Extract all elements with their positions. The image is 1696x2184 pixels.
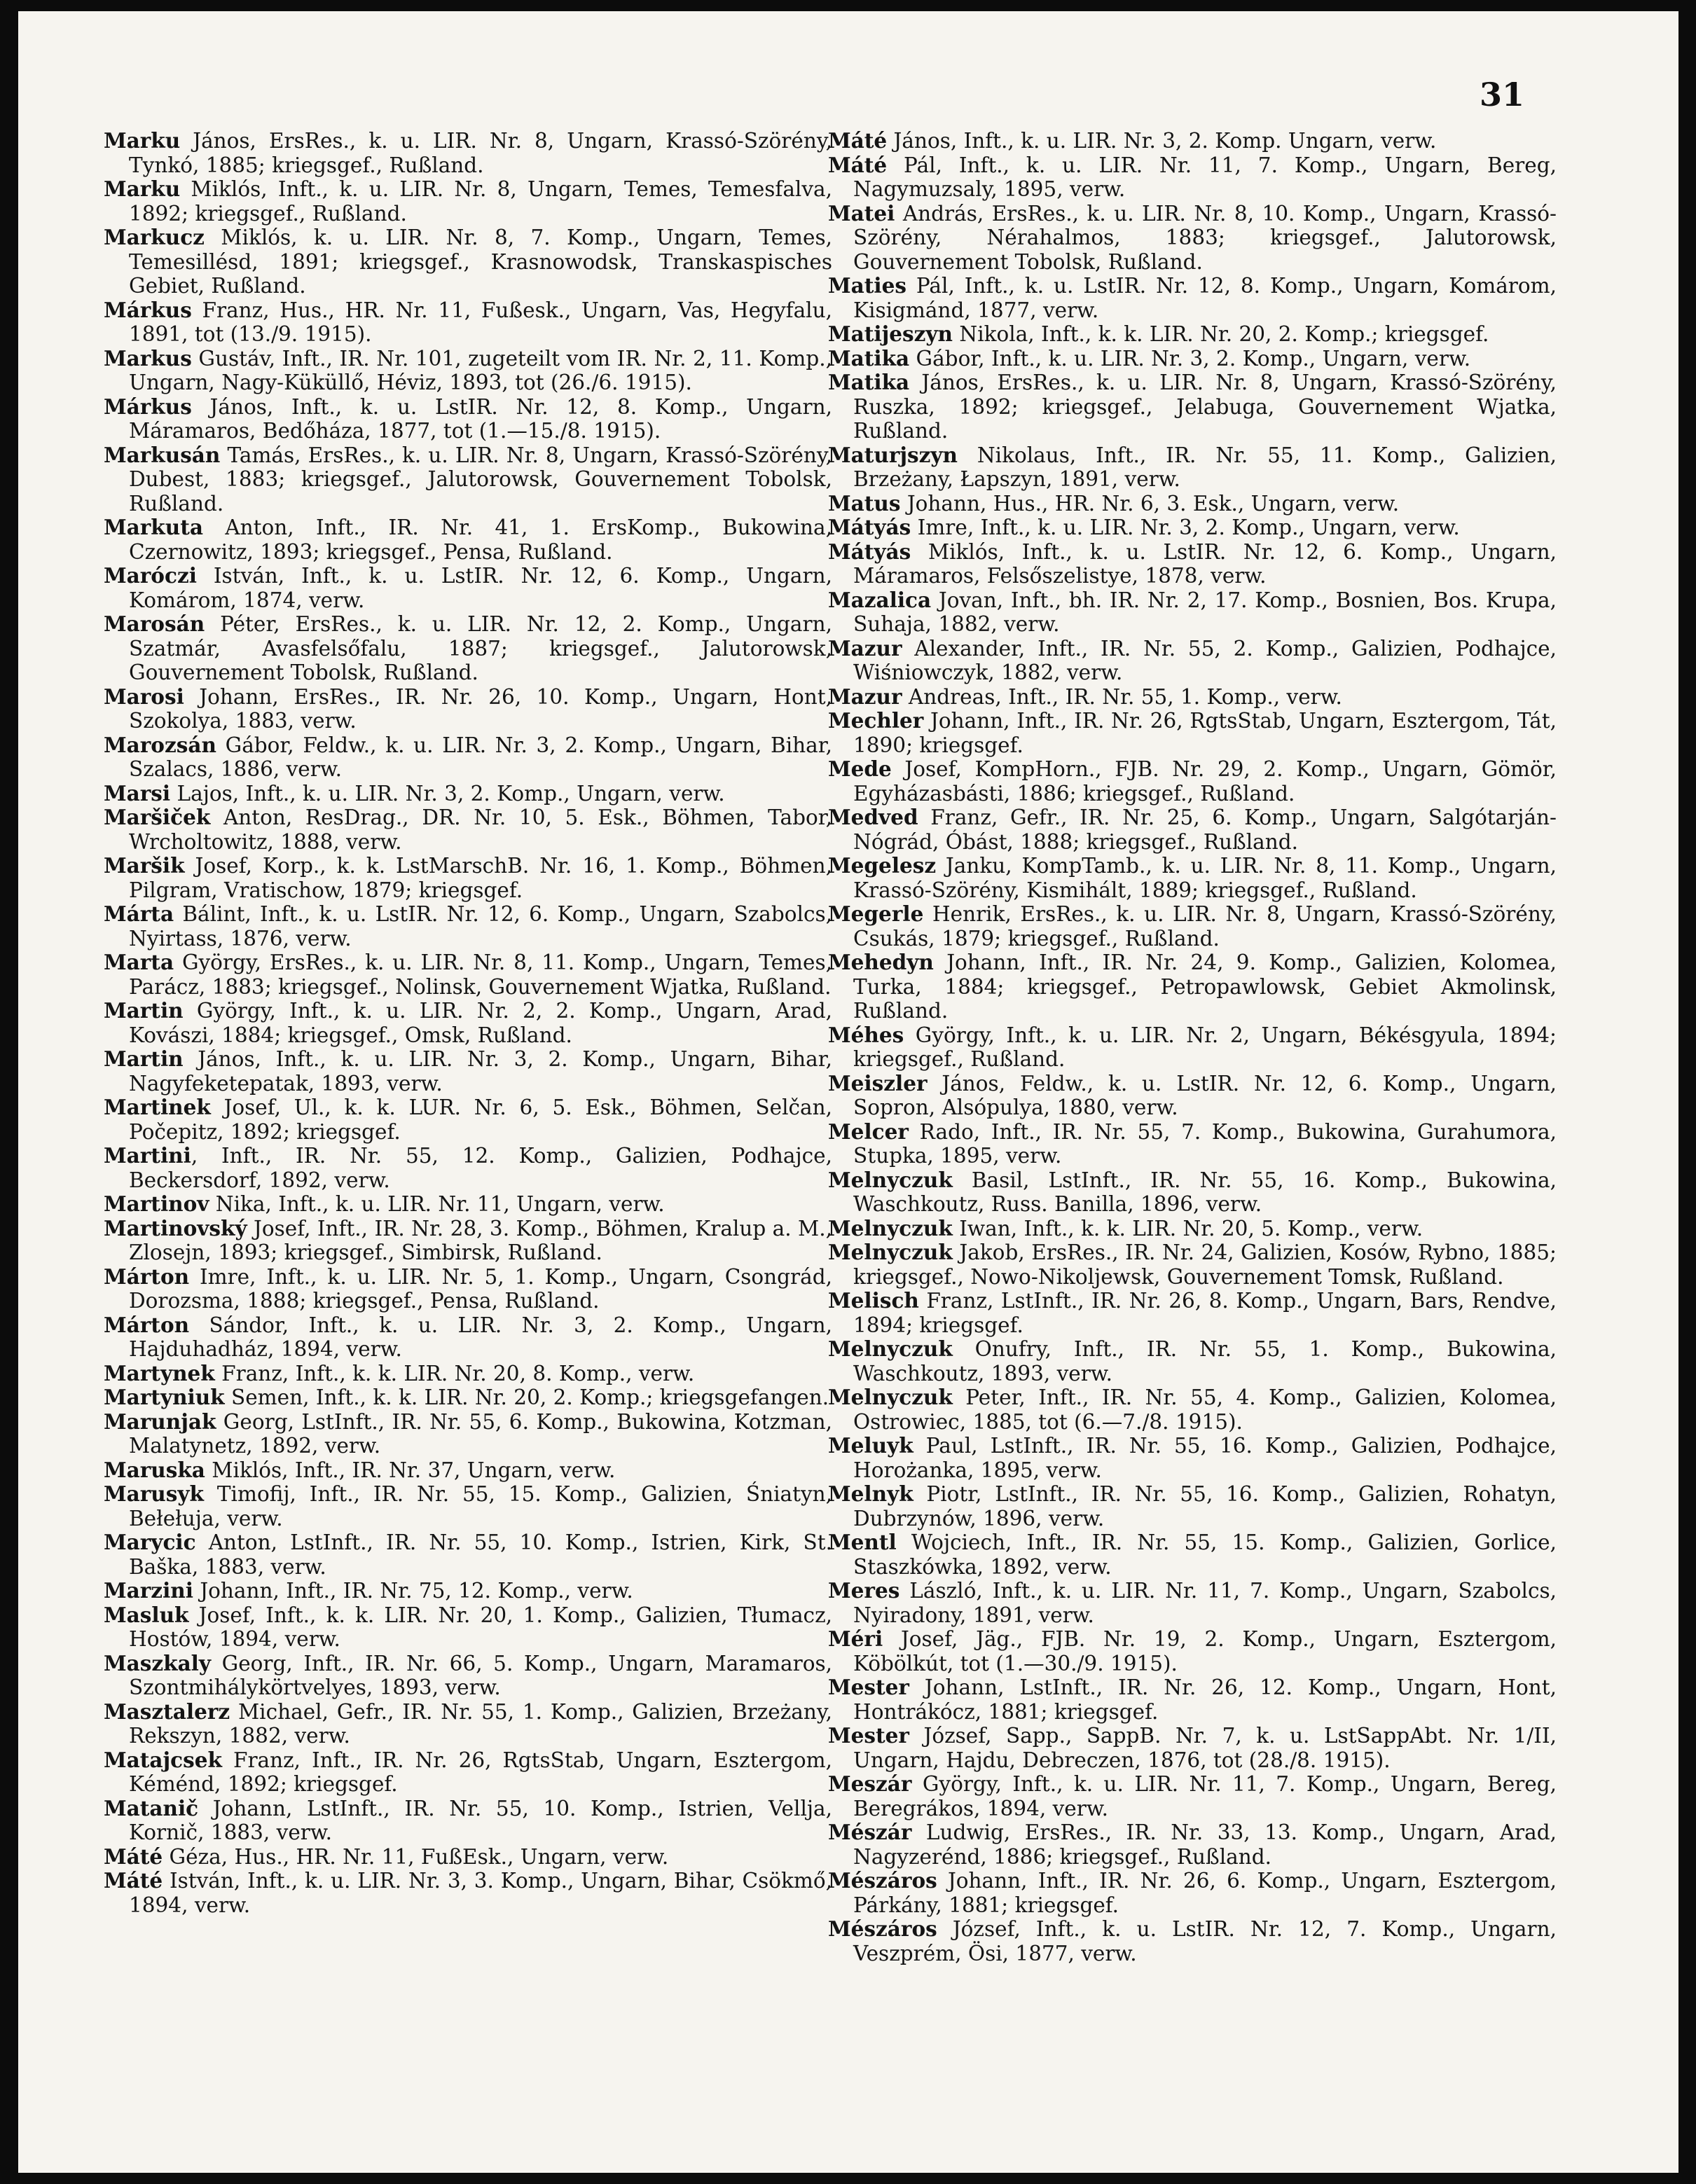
list-entry <box>828 1217 1557 1241</box>
entry-surname: Marzini <box>104 1578 193 1603</box>
entry-surname: Melnyk <box>828 1481 914 1506</box>
entry-details: János, ErsRes., k. u. LIR. Nr. 8, Ungarn, Krassó-Szörény, Tynkó, 1885; kriegsgef., Rußland. <box>129 129 832 177</box>
entry-surname: Meszár <box>828 1771 912 1796</box>
entry-surname: Melnyczuk <box>828 1167 953 1192</box>
list-entry <box>104 806 832 854</box>
entry-details: Franz, Inft., k. k. LIR. Nr. 20, 8. Komp., verw. <box>214 1361 695 1385</box>
page-number: 31 <box>1479 76 1524 113</box>
entry-surname: Márta <box>104 901 174 926</box>
list-entry <box>104 129 832 177</box>
entry-surname: Melnyczuk <box>828 1336 953 1361</box>
entry-details: Franz, Inft., IR. Nr. 26, RgtsStab, Ungarn, Esztergom, Kéménd, 1892; kriegsgef. <box>129 1748 832 1796</box>
entry-surname: Méhes <box>828 1022 904 1047</box>
entry-surname: Melnyczuk <box>828 1215 953 1240</box>
entry-details: Miklós, Inft., k. u. LIR. Nr. 8, Ungarn, Temes, Temesfalva, 1892; kriegsgef., Rußland. <box>129 177 832 226</box>
list-entry <box>828 1917 1557 1965</box>
entry-details: Nikolaus, Inft., IR. Nr. 55, 11. Komp., Galizien, Brzeżany, Łapszyn, 1891, verw. <box>853 443 1557 491</box>
entry-details: József, Inft., k. u. LstIR. Nr. 12, 7. Komp., Ungarn, Veszprém, Ösi, 1877, verw. <box>853 1917 1557 1965</box>
entry-surname: Martinek <box>104 1095 211 1119</box>
list-entry <box>104 902 832 951</box>
entry-surname: Markucz <box>104 225 205 249</box>
list-entry <box>104 516 832 564</box>
list-entry <box>828 902 1557 951</box>
entry-details: Johann, LstInft., IR. Nr. 55, 10. Komp., Istrien, Vellja, Kornič, 1883, verw. <box>129 1796 832 1844</box>
entry-details: Franz, Hus., HR. Nr. 11, Fußesk., Ungarn, Vas, Hegyfalu, 1891, tot (13./9. 1915). <box>129 298 832 346</box>
list-entry <box>104 1047 832 1096</box>
entry-surname: Matei <box>828 200 895 226</box>
list-entry <box>104 1458 832 1483</box>
list-entry <box>104 1385 832 1410</box>
entry-details: Peter, Inft., IR. Nr. 55, 4. Komp., Galizien, Kolomea, Ostrowiec, 1885, tot (6.—7./8. 1915). <box>853 1385 1557 1434</box>
entry-details: Anton, ResDrag., DR. Nr. 10, 5. Esk., Böhmen, Tabor, Wrcholtowitz, 1888, verw. <box>129 806 832 854</box>
list-entry <box>828 274 1557 322</box>
entry-surname: Meres <box>828 1578 900 1603</box>
entry-surname: Matika <box>828 345 910 371</box>
list-entry <box>104 951 832 999</box>
entry-surname: Megerle <box>828 901 924 926</box>
list-entry <box>828 1820 1557 1869</box>
list-entry <box>828 1337 1557 1385</box>
entry-details: Jakob, ErsRes., IR. Nr. 24, Galizien, Kosów, Rybno, 1885; kriegsgef., Nowo-Nikoljewsk, Gouvernement Tomsk, Rußland. <box>853 1240 1557 1289</box>
list-entry <box>104 782 832 806</box>
entry-surname: Máté <box>828 152 888 177</box>
entry-details: Georg, LstInft., IR. Nr. 55, 6. Komp., Bukowina, Kotzman, Malatynetz, 1892, verw. <box>129 1409 832 1458</box>
list-entry <box>104 1313 832 1362</box>
list-entry <box>104 347 832 395</box>
list-entry <box>104 1217 832 1265</box>
list-entry <box>104 733 832 782</box>
entry-surname: Mátyás <box>828 539 911 564</box>
entry-details: Paul, LstInft., IR. Nr. 55, 16. Komp., Galizien, Podhajce, Horożanka, 1895, verw. <box>853 1434 1557 1482</box>
entry-details: István, Inft., k. u. LstIR. Nr. 12, 6. Komp., Ungarn, Komárom, 1874, verw. <box>129 564 832 612</box>
entry-details: György, Inft., k. u. LIR. Nr. 2, Ungarn, Békésgyula, 1894; kriegsgef., Rußland. <box>853 1023 1557 1071</box>
entry-surname: Marsi <box>104 780 171 806</box>
entry-surname: Mehedyn <box>828 950 934 974</box>
entry-surname: Martini <box>104 1143 191 1168</box>
entry-surname: Maszkaly <box>104 1650 212 1675</box>
entry-details: Onufry, Inft., IR. Nr. 55, 1. Komp., Bukowina, Waschkoutz, 1893, verw. <box>853 1337 1557 1385</box>
entry-surname: Mazur <box>828 635 902 661</box>
entry-details: György, Inft., k. u. LIR. Nr. 11, 7. Komp., Ungarn, Bereg, Beregrákos, 1894, verw. <box>853 1772 1557 1820</box>
list-entry <box>104 1192 832 1217</box>
entry-details: Johann, Hus., HR. Nr. 6, 3. Esk., Ungarn, verw. <box>900 491 1400 516</box>
list-entry <box>104 1700 832 1748</box>
entry-details: György, Inft., k. u. LIR. Nr. 2, 2. Komp., Ungarn, Arad, Kovászi, 1884; kriegsgef., Omsk, Rußland. <box>129 999 832 1047</box>
entry-details: Rado, Inft., IR. Nr. 55, 7. Komp., Bukowina, Gurahumora, Stupka, 1895, verw. <box>853 1119 1557 1168</box>
entry-surname: Mester <box>828 1675 909 1699</box>
entry-details: Franz, Gefr., IR. Nr. 25, 6. Komp., Ungarn, Salgótarján-Nógrád, Óbást, 1888; kriegsgef., Rußland. <box>853 806 1557 854</box>
entry-surname: Máté <box>828 128 888 153</box>
list-entry <box>828 129 1557 153</box>
list-entry <box>828 951 1557 1023</box>
entry-surname: Marusyk <box>104 1481 204 1506</box>
entry-details: Josef, Ul., k. k. LUR. Nr. 6, 5. Esk., Böhmen, Selčan, Počepitz, 1892; kriegsgef. <box>129 1096 832 1144</box>
entry-surname: Marosán <box>104 611 205 636</box>
entry-details: István, Inft., k. u. LIR. Nr. 3, 3. Komp., Ungarn, Bihar, Csökmő, 1894, verw. <box>129 1869 832 1917</box>
entry-surname: Melisch <box>828 1288 919 1313</box>
list-entry <box>828 1772 1557 1820</box>
entry-details: Imre, Inft., k. u. LIR. Nr. 5, 1. Komp., Ungarn, Csongrád, Dorozsma, 1888; kriegsgef., Pensa, Rußland. <box>129 1264 832 1313</box>
entry-surname: Megelesz <box>828 853 937 878</box>
list-entry <box>828 1120 1557 1168</box>
list-entry <box>104 612 832 685</box>
list-entry <box>828 443 1557 492</box>
entry-details: Pál, Inft., k. u. LstIR. Nr. 12, 8. Komp., Ungarn, Komárom, Kisigmánd, 1877, verw. <box>853 274 1557 322</box>
list-entry <box>828 588 1557 637</box>
entry-surname: Mészár <box>828 1820 912 1844</box>
entry-details: Iwan, Inft., k. k. LIR. Nr. 20, 5. Komp., verw. <box>952 1216 1423 1240</box>
entry-details: , Inft., IR. Nr. 55, 12. Komp., Galizien, Podhajce, Beckersdorf, 1892, verw. <box>129 1144 832 1192</box>
entry-details: Josef, Inft., IR. Nr. 28, 3. Komp., Böhmen, Kralup a. M., Zlosejn, 1893; kriegsgef., Simbirsk, Rußland. <box>129 1216 832 1264</box>
list-entry <box>104 685 832 733</box>
list-entry <box>104 1410 832 1458</box>
entry-surname: Mazur <box>828 684 902 709</box>
list-entry <box>828 1168 1557 1217</box>
entry-surname: Marku <box>104 177 181 201</box>
list-entry <box>828 1869 1557 1917</box>
entry-surname: Medved <box>828 805 918 829</box>
entry-details: Gábor, Inft., k. u. LIR. Nr. 3, 2. Komp., Ungarn, verw. <box>909 346 1471 371</box>
entry-surname: Matijeszyn <box>828 322 953 346</box>
entry-surname: Matus <box>828 490 901 516</box>
list-entry <box>104 1530 832 1579</box>
entry-details: Jovan, Inft., bh. IR. Nr. 2, 17. Komp., Bosnien, Bos. Krupa, Suhaja, 1882, verw. <box>853 588 1557 636</box>
entry-details: Miklós, Inft., IR. Nr. 37, Ungarn, verw. <box>205 1458 616 1482</box>
list-entry <box>104 1652 832 1700</box>
list-entry <box>828 202 1557 275</box>
list-entry <box>828 806 1557 854</box>
entry-surname: Matika <box>828 370 910 394</box>
entry-details: Franz, LstInft., IR. Nr. 26, 8. Komp., Ungarn, Bars, Rendve, 1894; kriegsgef. <box>853 1289 1557 1337</box>
list-entry <box>104 1845 832 1869</box>
list-entry <box>104 1797 832 1845</box>
list-entry <box>828 1530 1557 1579</box>
entry-details: János, ErsRes., k. u. LIR. Nr. 8, Ungarn, Krassó-Szörény, Ruszka, 1892; kriegsgef., Jelabuga, Gouvernement Wjatka, Rußland. <box>853 371 1557 443</box>
entry-details: Wojciech, Inft., IR. Nr. 55, 15. Komp., Galizien, Gorlice, Staszkówka, 1892, verw. <box>853 1530 1557 1579</box>
list-entry <box>828 637 1557 685</box>
entry-details: Henrik, ErsRes., k. u. LIR. Nr. 8, Ungarn, Krassó-Szörény, Csukás, 1879; kriegsgef., Rußland. <box>853 902 1557 951</box>
list-entry <box>828 1434 1557 1482</box>
entry-details: Josef, Inft., k. k. LIR. Nr. 20, 1. Komp., Galizien, Tłumacz, Hostów, 1894, verw. <box>129 1603 832 1651</box>
entry-surname: Máté <box>104 1868 163 1893</box>
entry-surname: Melnyczuk <box>828 1240 953 1264</box>
entry-details: Miklós, k. u. LIR. Nr. 8, 7. Komp., Ungarn, Temes, Temesillésd, 1891; kriegsgef., Krasnowodsk, Transkaspisches Gebiet, Rußland. <box>129 226 832 298</box>
entry-surname: Martin <box>104 998 184 1023</box>
entry-details: János, Inft., k. u. LIR. Nr. 3, 2. Komp. Ungarn, verw. <box>887 129 1437 153</box>
entry-details: Anton, LstInft., IR. Nr. 55, 10. Komp., Istrien, Kirk, St. Baška, 1883, verw. <box>129 1530 832 1579</box>
entry-details: Alexander, Inft., IR. Nr. 55, 2. Komp., Galizien, Podhajce, Wiśniowczyk, 1882, verw. <box>853 636 1557 684</box>
list-entry <box>104 1362 832 1386</box>
list-entry <box>104 1748 832 1797</box>
entry-surname: Masluk <box>104 1602 189 1627</box>
entry-details: Basil, LstInft., IR. Nr. 55, 16. Komp., Bukowina, Waschkoutz, Russ. Banilla, 1896, verw. <box>853 1168 1557 1216</box>
entry-details: Gustáv, Inft., IR. Nr. 101, zugeteilt vom IR. Nr. 2, 11. Komp., Ungarn, Nagy-Küküllő, Héviz, 1893, tot (26./6. 1915). <box>129 346 832 394</box>
list-entry <box>828 1072 1557 1120</box>
entry-surname: Meiszler <box>828 1070 928 1096</box>
entry-surname: Markusán <box>104 442 221 467</box>
entry-details: Georg, Inft., IR. Nr. 66, 5. Komp., Ungarn, Maramaros, Szontmihálykörtvelyes, 1893, verw. <box>129 1651 832 1699</box>
list-entry <box>828 757 1557 806</box>
list-entry <box>104 1144 832 1192</box>
entry-surname: Masztalerz <box>104 1699 230 1724</box>
entry-details: Janku, KompTamb., k. u. LIR. Nr. 8, 11. Komp., Ungarn, Krassó-Szörény, Kismihált, 1889; kriegsgef., Rußland. <box>853 854 1557 902</box>
entry-details: Josef, KompHorn., FJB. Nr. 29, 2. Komp., Ungarn, Gömör, Egyházasbásti, 1886; kriegsgef., Rußland. <box>853 757 1557 806</box>
entry-details: János, Inft., k. u. LstIR. Nr. 12, 8. Komp., Ungarn, Máramaros, Bedőháza, 1877, tot (1.—15./8. 1915). <box>129 394 832 443</box>
entry-surname: Mechler <box>828 708 924 733</box>
entry-surname: Márton <box>104 1264 190 1289</box>
entry-details: József, Sapp., SappB. Nr. 7, k. u. LstSappAbt. Nr. 1/II, Ungarn, Hajdu, Debreczen, 1876, tot (28./8. 1915). <box>853 1724 1557 1772</box>
list-entry <box>828 347 1557 371</box>
entry-surname: Marta <box>104 950 174 974</box>
list-entry <box>828 1482 1557 1530</box>
entry-surname: Márkus <box>104 297 192 322</box>
entry-details: László, Inft., k. u. LIR. Nr. 11, 7. Komp., Ungarn, Szabolcs, Nyiradony, 1891, verw. <box>853 1579 1557 1627</box>
list-entry <box>828 1724 1557 1772</box>
entry-surname: Mentl <box>828 1530 897 1554</box>
entry-details: Lajos, Inft., k. u. LIR. Nr. 3, 2. Komp., Ungarn, verw. <box>170 781 725 806</box>
entry-details: Johann, Inft., IR. Nr. 26, RgtsStab, Ungarn, Esztergom, Tát, 1890; kriegsgef. <box>853 709 1557 757</box>
right-column <box>828 129 1557 1965</box>
list-entry <box>828 1240 1557 1289</box>
list-entry <box>828 1289 1557 1337</box>
entry-surname: Márkus <box>104 394 192 419</box>
entry-surname: Martinovský <box>104 1215 247 1240</box>
entry-details: Bálint, Inft., k. u. LstIR. Nr. 12, 6. Komp., Ungarn, Szabolcs, Nyirtass, 1876, verw. <box>129 902 832 951</box>
list-entry <box>104 298 832 347</box>
entry-surname: Mede <box>828 756 892 781</box>
document-page <box>18 11 1678 2173</box>
list-entry <box>828 685 1557 710</box>
entry-details: András, ErsRes., k. u. LIR. Nr. 8, 10. Komp., Ungarn, Krassó-Szörény, Nérahalmos, 1883; kriegsgef., Jalutorowsk, Gouvernement Tobolsk, Rußland. <box>853 201 1557 274</box>
entry-surname: Máté <box>104 1844 163 1869</box>
entry-details: Josef, Jäg., FJB. Nr. 19, 2. Komp., Ungarn, Esztergom, Köbölkút, tot (1.—30./9. 1915). <box>853 1627 1557 1675</box>
list-entry <box>828 854 1557 902</box>
list-entry <box>828 1627 1557 1675</box>
list-entry <box>828 371 1557 443</box>
entry-surname: Maróczi <box>104 563 197 588</box>
entry-surname: Mester <box>828 1723 909 1748</box>
entry-details: Miklós, Inft., k. u. LstIR. Nr. 12, 6. Komp., Ungarn, Máramaros, Felsőszelistye, 1878, verw. <box>853 539 1557 588</box>
entry-surname: Meluyk <box>828 1433 914 1458</box>
entry-details: Imre, Inft., k. u. LIR. Nr. 3, 2. Komp., Ungarn, verw. <box>911 516 1460 539</box>
entry-details: Ludwig, ErsRes., IR. Nr. 33, 13. Komp., Ungarn, Arad, Nagyzerénd, 1886; kriegsgef., Rußland. <box>853 1820 1557 1869</box>
entry-details: Josef, Korp., k. k. LstMarschB. Nr. 16, 1. Komp., Böhmen, Pilgram, Vratischow, 1879; kriegsgef. <box>129 854 832 902</box>
entry-details: Michael, Gefr., IR. Nr. 55, 1. Komp., Galizien, Brzeżany, Rekszyn, 1882, verw. <box>129 1699 832 1748</box>
list-entry <box>104 226 832 298</box>
list-entry <box>104 443 832 516</box>
list-entry <box>104 1482 832 1530</box>
entry-surname: Marycic <box>104 1530 196 1554</box>
entry-surname: Maršik <box>104 853 185 878</box>
entry-details: Timofij, Inft., IR. Nr. 55, 15. Komp., Galizien, Śniatyn, Bełełuja, verw. <box>129 1482 832 1530</box>
entry-details: Nikola, Inft., k. k. LIR. Nr. 20, 2. Komp.; kriegsgef. <box>953 322 1489 346</box>
entry-details: György, ErsRes., k. u. LIR. Nr. 8, 11. Komp., Ungarn, Temes, Parácz, 1883; kriegsgef., Nolinsk, Gouvernement Wjatka, Rußland. <box>129 951 832 999</box>
list-entry <box>104 1603 832 1652</box>
entry-surname: Mészáros <box>828 1868 937 1893</box>
list-entry <box>828 1385 1557 1434</box>
list-entry <box>828 1023 1557 1072</box>
entry-details: Tamás, ErsRes., k. u. LIR. Nr. 8, Ungarn, Krassó-Szörény, Dubest, 1883; kriegsgef., Jalutorowsk, Gouvernement Tobolsk, Rußland. <box>129 443 832 516</box>
entry-details: Géza, Hus., HR. Nr. 11, FußEsk., Ungarn, verw. <box>163 1844 669 1869</box>
entry-details: Nika, Inft., k. u. LIR. Nr. 11, Ungarn, verw. <box>209 1192 665 1216</box>
entry-details: Péter, ErsRes., k. u. LIR. Nr. 12, 2. Komp., Ungarn, Szatmár, Avasfelsőfalu, 1887; kriegsgef., Jalutorowsk, Gouvernement Tobolsk, Rußland. <box>129 612 832 684</box>
entry-surname: Marku <box>104 128 181 153</box>
entry-surname: Mészáros <box>828 1916 937 1941</box>
entry-surname: Melnyczuk <box>828 1385 953 1409</box>
entry-surname: Marosi <box>104 684 184 709</box>
entry-surname: Martynek <box>104 1360 215 1385</box>
list-entry <box>104 395 832 443</box>
entry-details: Johann, Inft., IR. Nr. 75, 12. Komp., verw. <box>193 1579 633 1603</box>
list-entry <box>104 1579 832 1603</box>
entry-details: Pál, Inft., k. u. LIR. Nr. 11, 7. Komp., Ungarn, Bereg, Nagymuzsaly, 1895, verw. <box>853 153 1557 201</box>
list-entry <box>104 1869 832 1917</box>
list-entry <box>104 1265 832 1313</box>
list-entry <box>828 1579 1557 1627</box>
entry-surname: Martyniuk <box>104 1385 225 1409</box>
entry-details: Johann, Inft., IR. Nr. 26, 6. Komp., Ungarn, Esztergom, Párkány, 1881; kriegsgef. <box>853 1869 1557 1917</box>
entry-details: Sándor, Inft., k. u. LIR. Nr. 3, 2. Komp., Ungarn, Hajduhadház, 1894, verw. <box>129 1313 832 1361</box>
list-entry <box>828 322 1557 347</box>
list-entry <box>828 153 1557 202</box>
list-entry <box>104 564 832 612</box>
entry-details: Semen, Inft., k. k. LIR. Nr. 20, 2. Komp.; kriegsgefangen. <box>224 1385 829 1409</box>
list-entry <box>104 854 832 902</box>
entry-surname: Matajcsek <box>104 1747 222 1772</box>
list-entry <box>828 709 1557 757</box>
list-entry <box>828 516 1557 540</box>
entry-details: Johann, ErsRes., IR. Nr. 26, 10. Komp., Ungarn, Hont, Szokolya, 1883, verw. <box>129 684 832 733</box>
entry-details: Andreas, Inft., IR. Nr. 55, 1. Komp., verw. <box>902 684 1342 709</box>
entry-surname: Melcer <box>828 1119 909 1144</box>
entry-surname: Maturjszyn <box>828 442 958 467</box>
entry-details: Anton, Inft., IR. Nr. 41, 1. ErsKomp., Bukowina, Czernowitz, 1893; kriegsgef., Pensa, Rußland. <box>129 516 832 564</box>
list-entry <box>828 540 1557 588</box>
entry-surname: Maruska <box>104 1457 205 1482</box>
list-entry <box>828 1675 1557 1724</box>
entry-details: Johann, LstInft., IR. Nr. 26, 12. Komp., Ungarn, Hont, Hontrákócz, 1881; kriegsgef. <box>853 1675 1557 1724</box>
list-entry <box>104 1096 832 1144</box>
entry-surname: Markuta <box>104 515 203 539</box>
entry-surname: Méri <box>828 1626 883 1651</box>
list-entry <box>104 177 832 226</box>
entry-details: Gábor, Feldw., k. u. LIR. Nr. 3, 2. Komp., Ungarn, Bihar, Szalacs, 1886, verw. <box>129 733 832 781</box>
entry-surname: Matanič <box>104 1795 199 1820</box>
entry-surname: Markus <box>104 345 192 371</box>
entry-surname: Martin <box>104 1046 184 1071</box>
entry-surname: Marunjak <box>104 1409 216 1434</box>
entry-surname: Martinov <box>104 1191 209 1216</box>
entry-details: Piotr, LstInft., IR. Nr. 55, 16. Komp., Galizien, Rohatyn, Dubrzynów, 1896, verw. <box>853 1482 1557 1530</box>
entry-details: János, Feldw., k. u. LstIR. Nr. 12, 6. Komp., Ungarn, Sopron, Alsópulya, 1880, verw. <box>853 1071 1557 1119</box>
entry-surname: Márton <box>104 1312 190 1337</box>
list-entry <box>104 999 832 1047</box>
entry-surname: Maršiček <box>104 805 211 829</box>
entry-surname: Mazalica <box>828 587 932 612</box>
entry-surname: Maties <box>828 273 906 298</box>
entry-surname: Mátyás <box>828 515 911 539</box>
entry-details: János, Inft., k. u. LIR. Nr. 3, 2. Komp., Ungarn, Bihar, Nagyfeketepatak, 1893, verw. <box>129 1047 832 1096</box>
left-column <box>104 129 832 1917</box>
entry-details: Johann, Inft., IR. Nr. 24, 9. Komp., Galizien, Kolomea, Turka, 1884; kriegsgef., Petropawlowsk, Gebiet Akmolinsk, Rußland. <box>853 951 1557 1023</box>
list-entry <box>828 492 1557 516</box>
entry-surname: Marozsán <box>104 732 216 757</box>
